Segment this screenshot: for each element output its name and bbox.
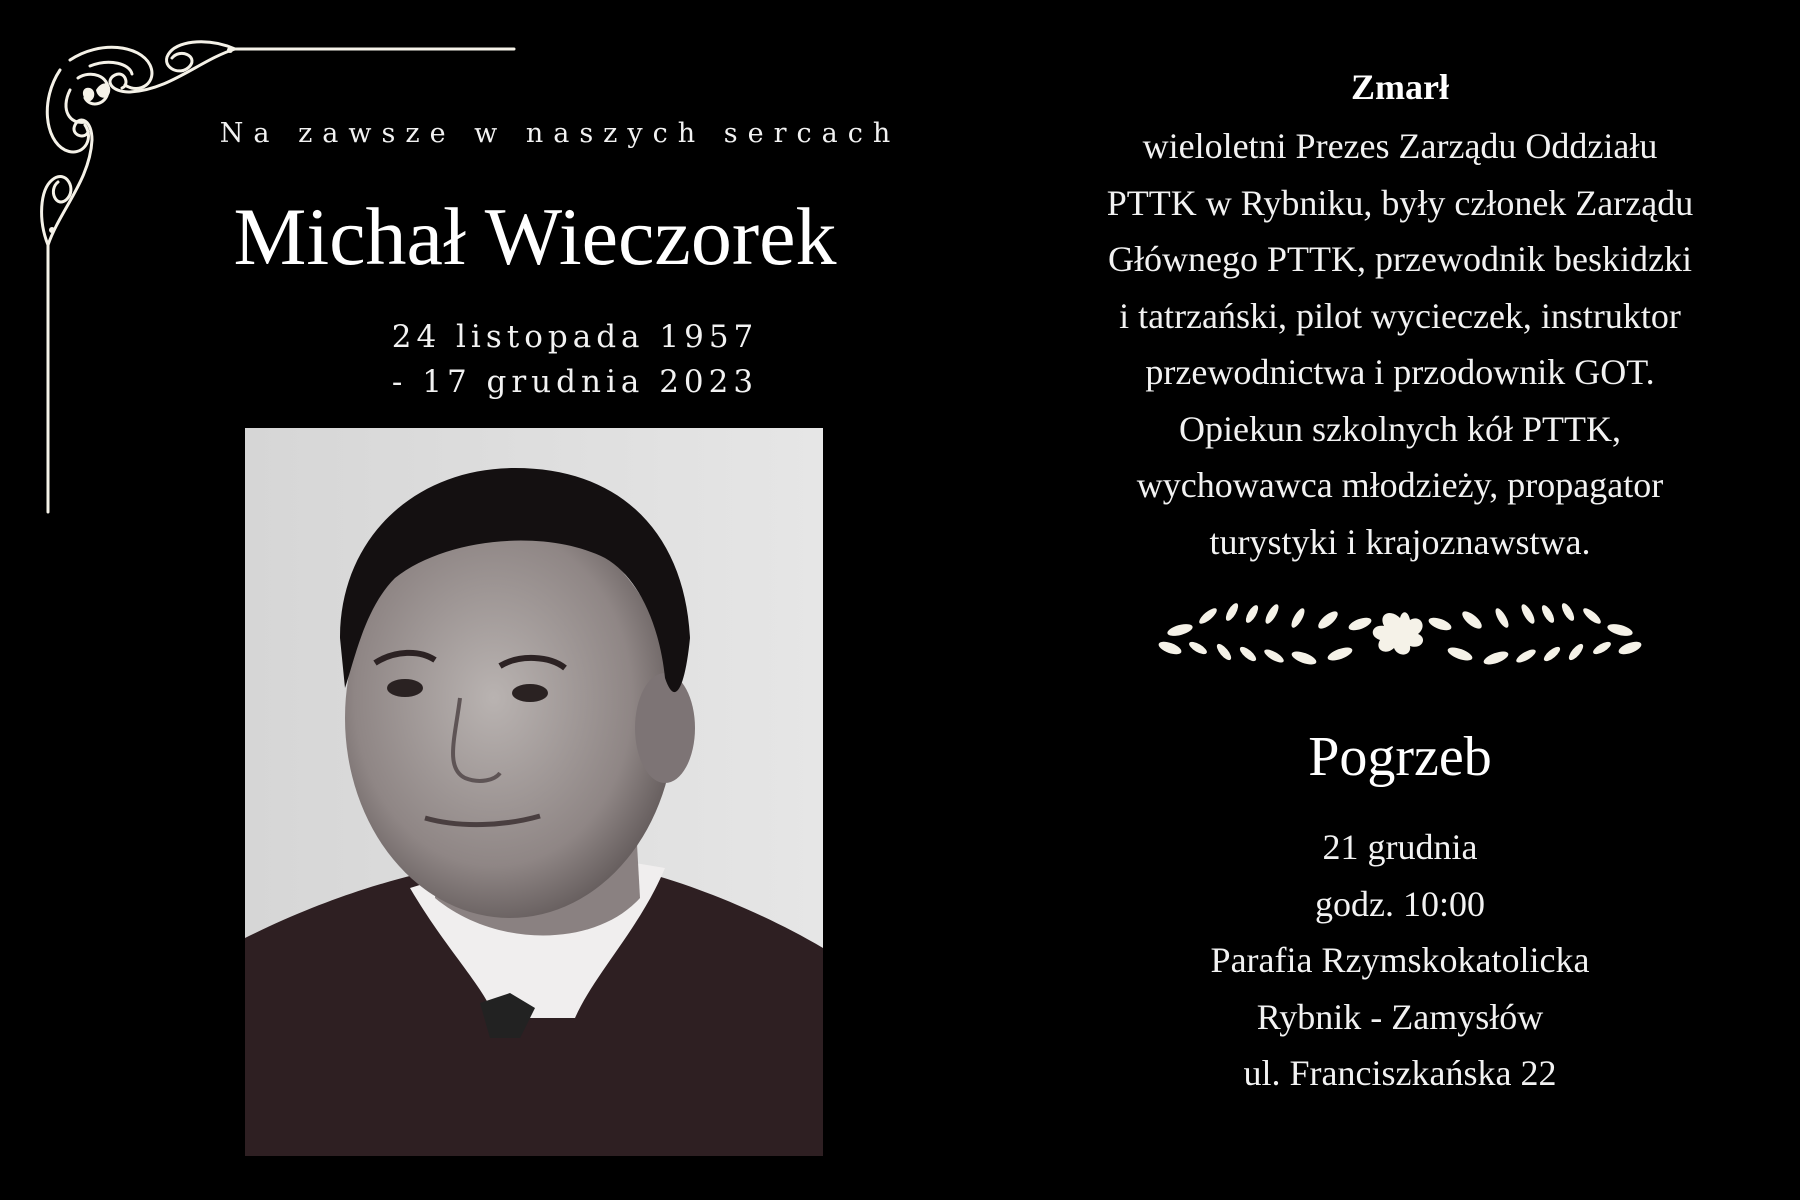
memorial-subtitle: Na zawsze w naszych sercach <box>219 118 901 149</box>
funeral-heading: Pogrzeb <box>1308 726 1492 788</box>
funeral-info <box>1030 725 1770 1102</box>
deceased-name: Michał Wieczorek <box>233 191 837 282</box>
died-description <box>1030 118 1770 570</box>
floral-divider-icon <box>1140 590 1660 680</box>
description-line: Głównego PTTK, przewodnik beskidzki <box>1108 239 1692 279</box>
description-line: przewodnictwa i przodownik GOT. <box>1145 352 1655 392</box>
death-date: - 17 grudnia 2023 <box>391 364 759 400</box>
description-line: Opiekun szkolnych kół PTTK, <box>1179 408 1621 449</box>
description-line: turystyki i krajoznawstwa. <box>1209 521 1591 562</box>
funeral-time: godz. 10:00 <box>1315 883 1485 924</box>
description-line: i tatrzański, pilot wycieczek, instruktor <box>1119 295 1681 336</box>
description-line: wieloletni Prezes Zarządu Oddziału <box>1142 126 1658 166</box>
obituary-text-block <box>1030 60 1770 570</box>
birth-date: 24 listopada 1957 <box>391 319 759 355</box>
life-dates <box>300 315 850 405</box>
description-line: wychowawca młodzieży, propagator <box>1136 465 1664 505</box>
description-line: PTTK w Rybniku, były członek Zarządu <box>1106 182 1694 223</box>
funeral-details <box>1030 819 1770 1102</box>
funeral-date: 21 grudnia <box>1322 827 1478 867</box>
funeral-location: Rybnik - Zamysłów <box>1256 996 1544 1037</box>
portrait-photo <box>245 428 823 1156</box>
funeral-parish: Parafia Rzymskokatolicka <box>1210 940 1590 980</box>
funeral-address: ul. Franciszkańska 22 <box>1243 1053 1557 1093</box>
died-heading: Zmarł <box>1351 67 1449 107</box>
